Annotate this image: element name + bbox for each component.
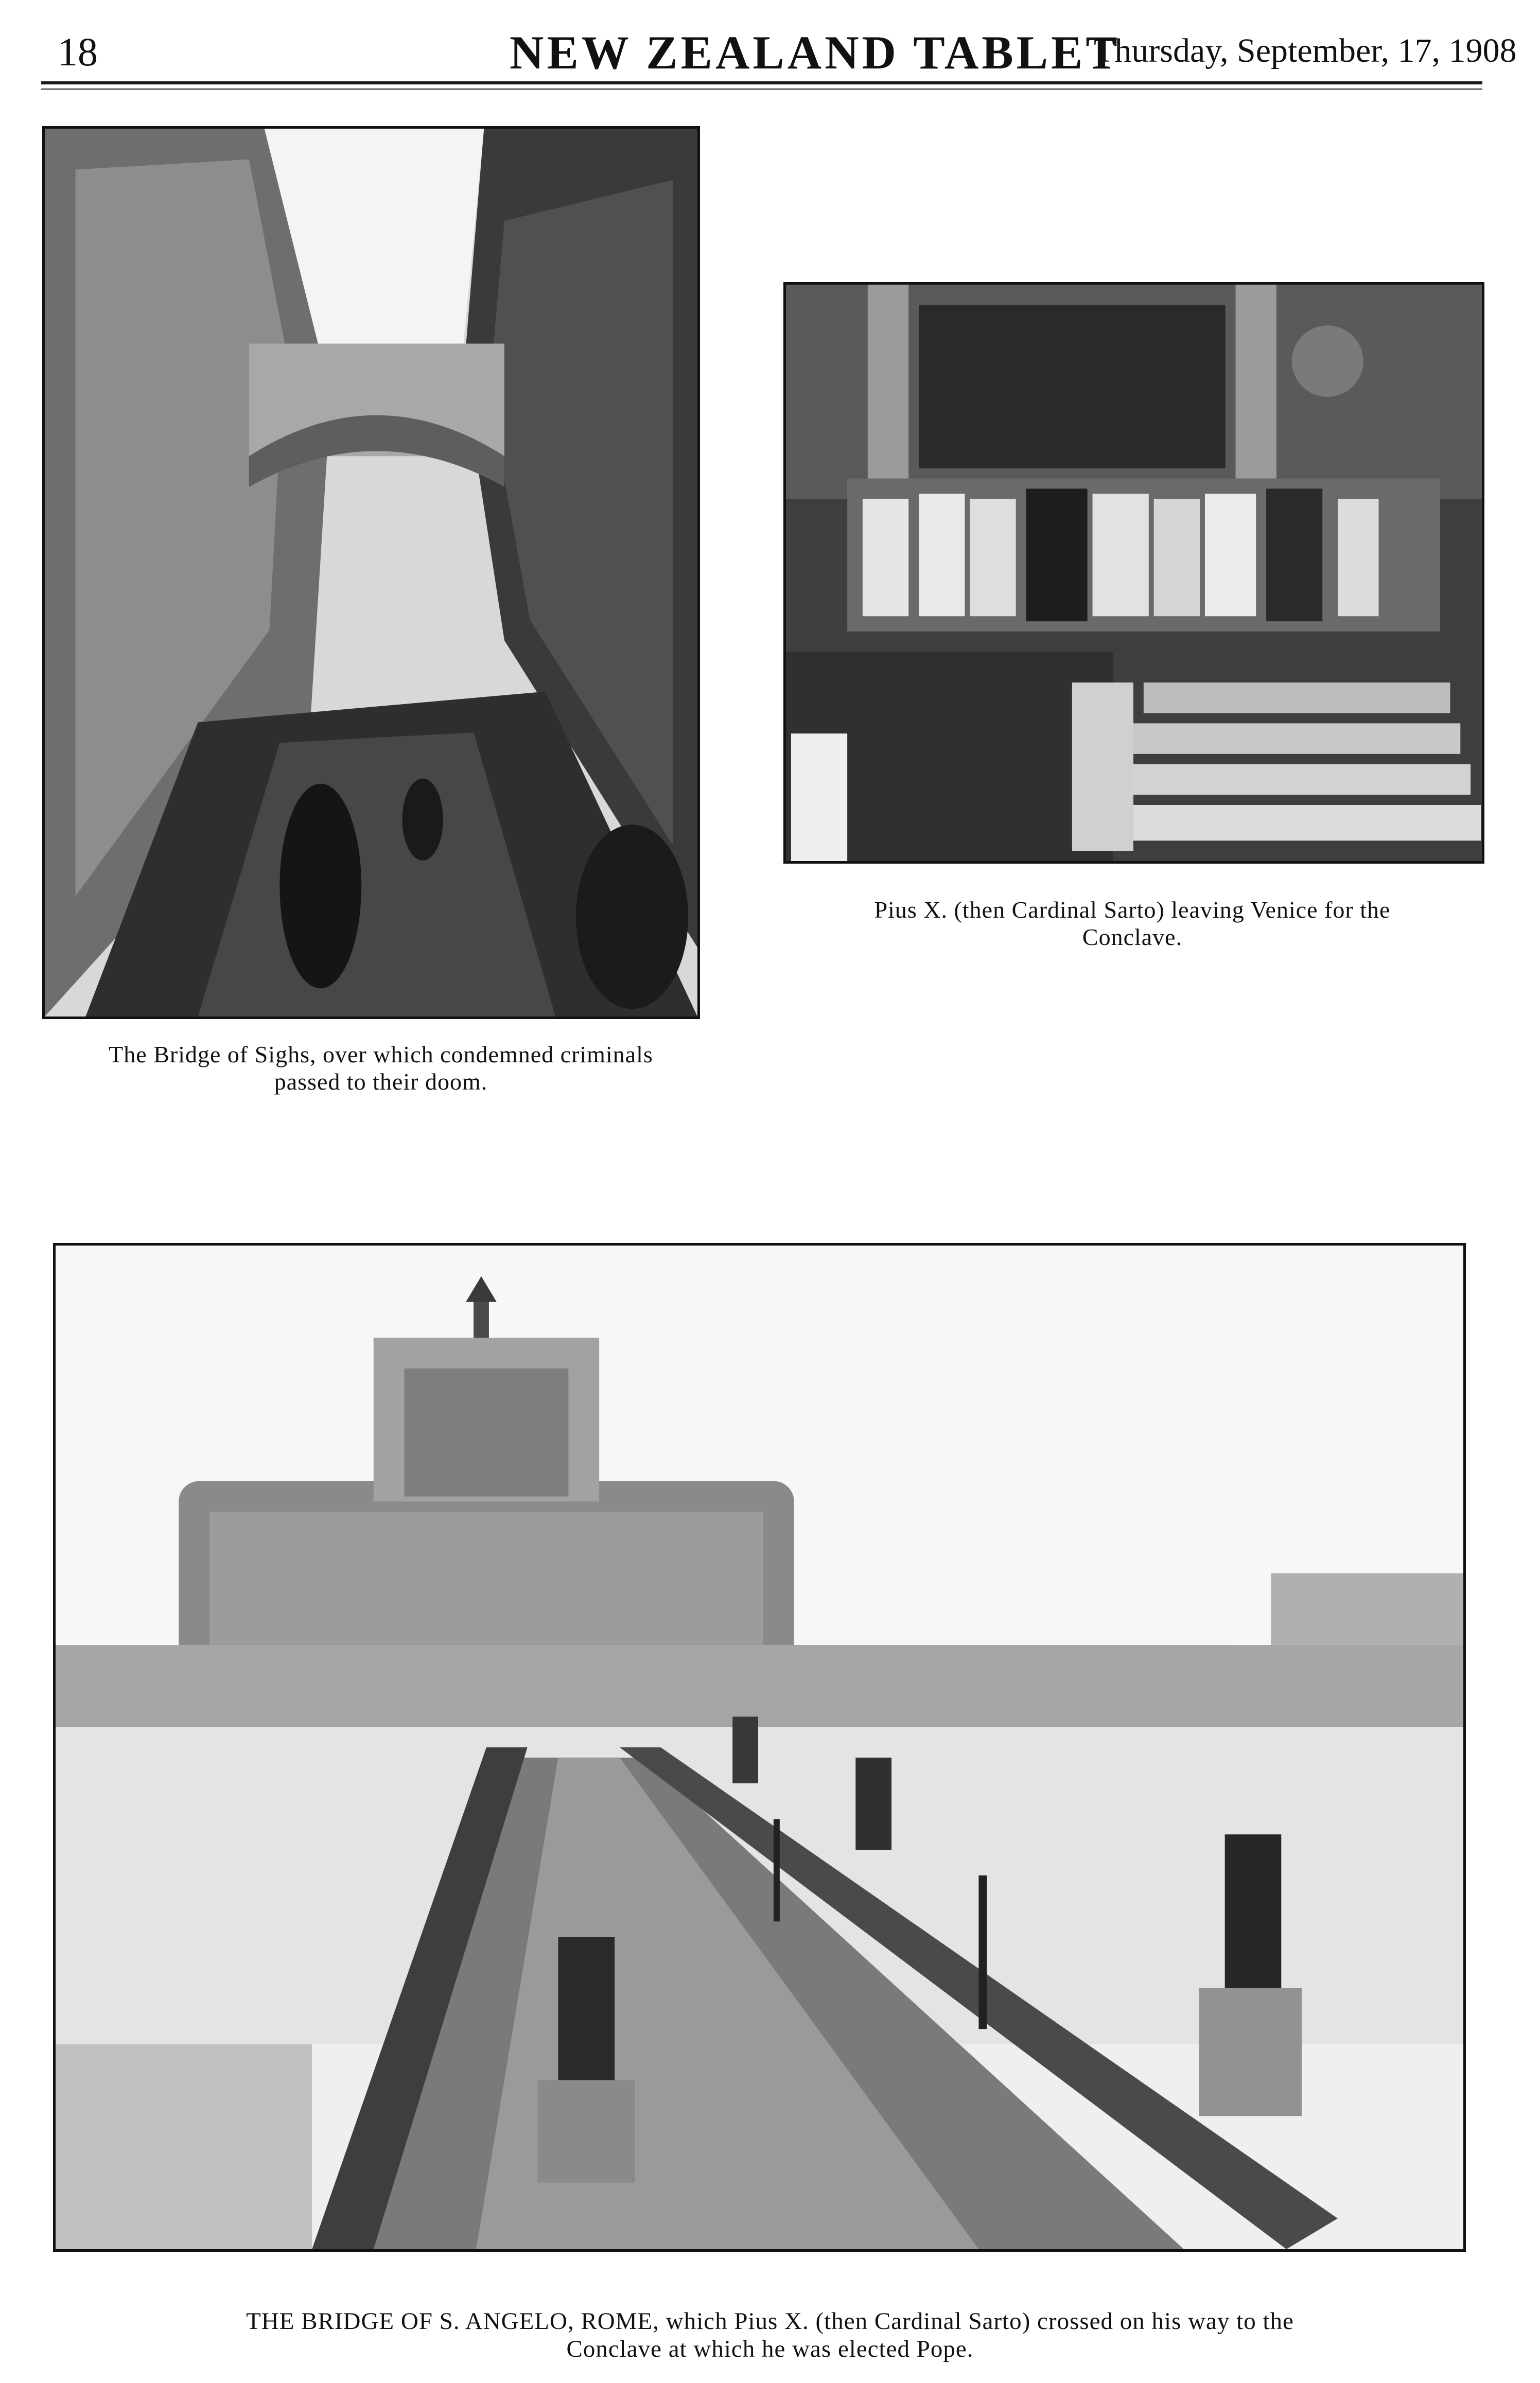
bridge-of-s-angelo-photo (53, 1243, 1466, 2252)
bridge-of-s-angelo-image (56, 1246, 1463, 2249)
issue-date: Thursday, September, 17, 1908 (1094, 32, 1517, 69)
newspaper-title: NEW ZEALAND TABLET (510, 26, 1121, 79)
caption-line: THE BRIDGE OF S. ANGELO, ROME, which Pius X. (then Cardinal Sarto) crossed on his way to the (246, 2308, 1294, 2335)
page-header (0, 0, 1540, 118)
header-rule (41, 81, 1482, 84)
pius-leaving-venice-image (786, 285, 1482, 861)
header-rule-thin (41, 89, 1482, 90)
bridge-of-sighs-caption (21, 1041, 741, 1096)
caption-line: passed to their doom. (274, 1068, 488, 1095)
caption-line: The Bridge of Sighs, over which condemned criminals (109, 1041, 653, 1067)
caption-line: Pius X. (then Cardinal Sarto) leaving Venice for the (874, 897, 1391, 923)
caption-line: Conclave. (1082, 923, 1183, 950)
page-number: 18 (58, 29, 98, 74)
pius-leaving-venice-photo (783, 282, 1484, 864)
caption-line: Conclave at which he was elected Pope. (566, 2336, 974, 2363)
bridge-of-sighs-image (45, 129, 697, 1017)
pius-leaving-venice-caption (772, 897, 1493, 951)
bridge-of-s-angelo-caption (31, 2307, 1509, 2363)
bridge-of-sighs-photo (42, 126, 700, 1019)
